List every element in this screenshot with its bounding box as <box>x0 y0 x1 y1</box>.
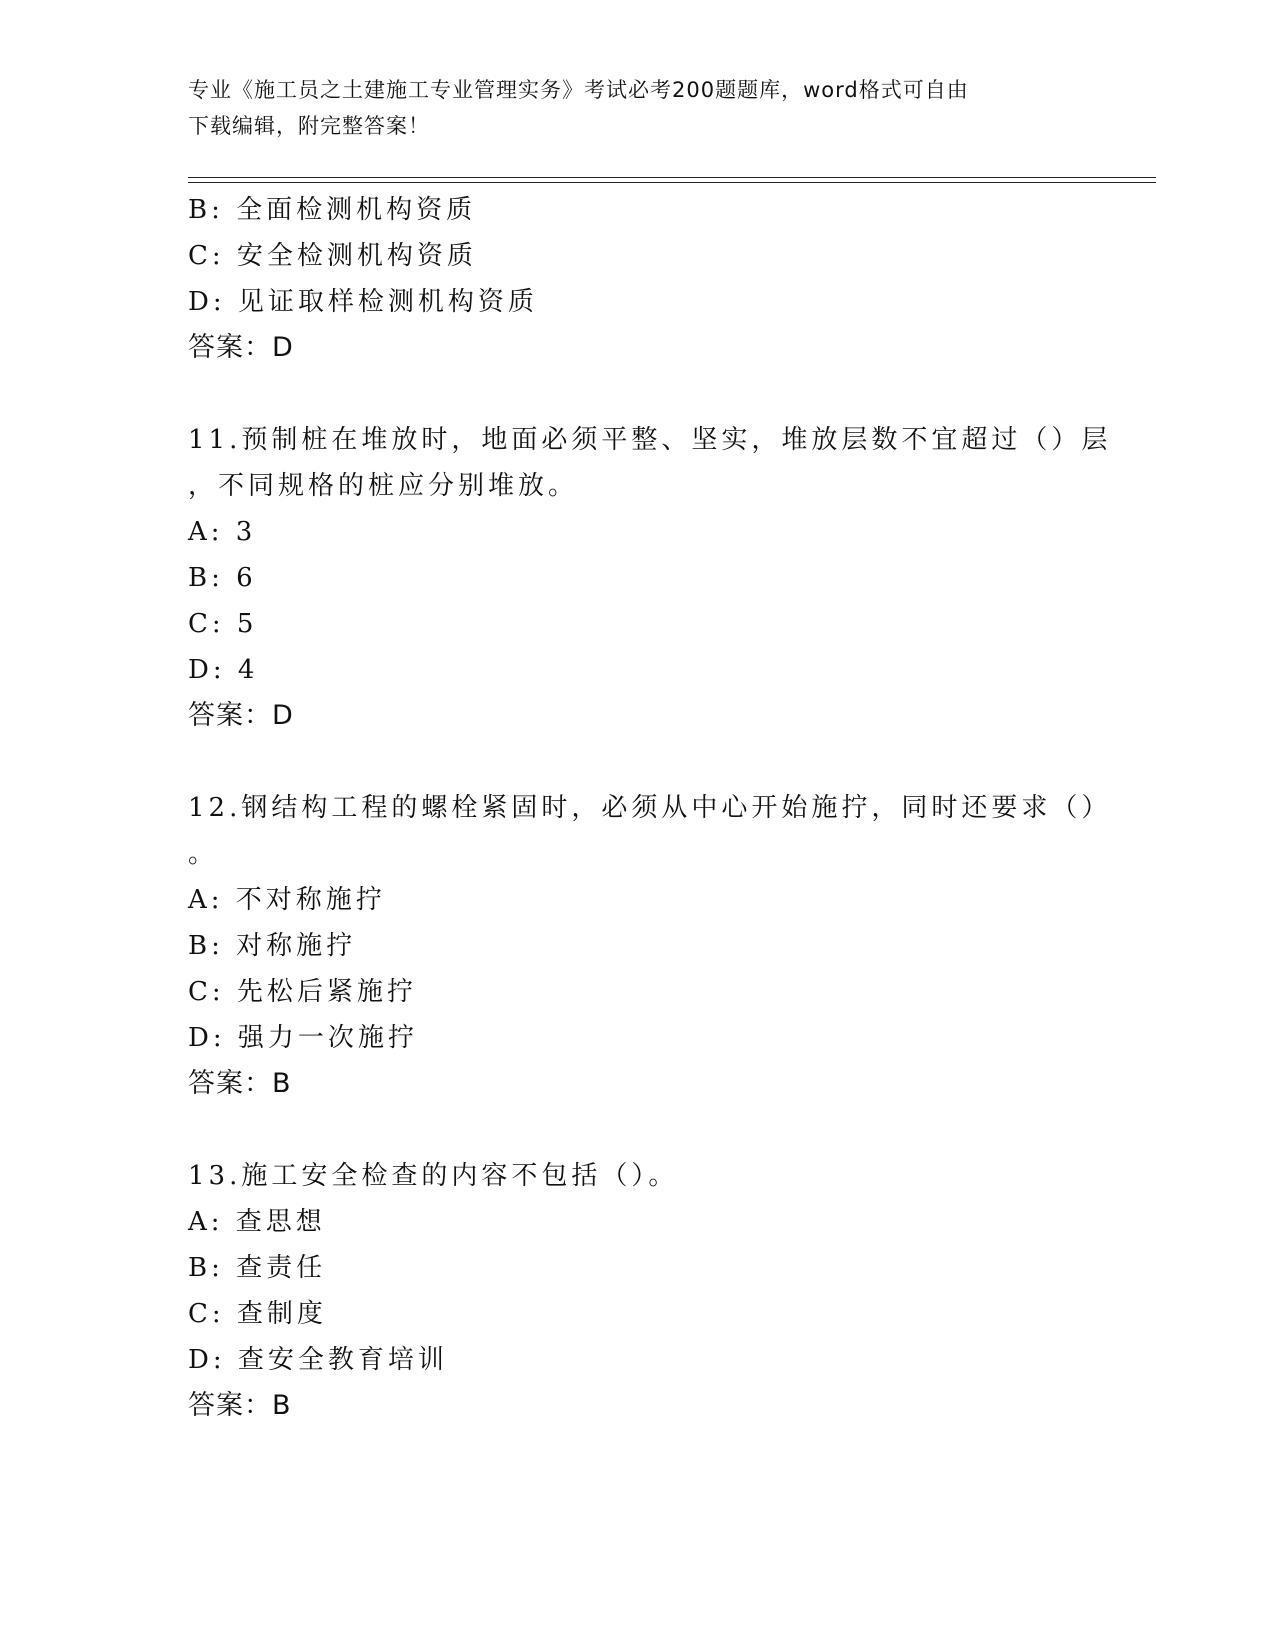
document-header <box>188 72 1068 144</box>
option-a: A: 查思想 <box>188 1207 326 1237</box>
header-rule-top <box>188 177 1156 178</box>
question-13 <box>188 1153 1088 1429</box>
question-stem-line: ，不同规格的桩应分别堆放。 <box>188 471 579 501</box>
answer-line: 答案：D <box>188 332 294 363</box>
option-b: B: 6 <box>188 563 257 593</box>
answer-line: 答案：B <box>188 1068 292 1099</box>
option-d: D: 查安全教育培训 <box>188 1345 448 1375</box>
option-c: C: 安全检测机构资质 <box>188 241 477 271</box>
question-stem-line: 12.钢结构工程的螺栓紧固时，必须从中心开始施拧，同时还要求（） <box>188 793 1112 823</box>
option-b: B: 全面检测机构资质 <box>188 195 477 225</box>
question-stem-line: 13.施工安全检查的内容不包括（）。 <box>188 1161 679 1191</box>
option-a: A: 不对称施拧 <box>188 885 386 915</box>
previous-question-tail <box>188 187 1088 371</box>
option-b: B: 对称施拧 <box>188 931 357 961</box>
question-stem-line: 11.预制桩在堆放时，地面必须平整、坚实，堆放层数不宜超过（）层 <box>188 425 1112 455</box>
option-c: C: 先松后紧施拧 <box>188 977 417 1007</box>
option-d: D: 见证取样检测机构资质 <box>188 287 538 317</box>
document-body <box>188 187 1112 1429</box>
option-a: A: 3 <box>188 517 257 547</box>
option-d: D: 强力一次施拧 <box>188 1023 418 1053</box>
answer-line: 答案：D <box>188 700 294 731</box>
option-d: D: 4 <box>188 655 259 685</box>
question-stem-line: 。 <box>188 839 219 869</box>
option-c: C: 5 <box>188 609 258 639</box>
header-line-2: 下载编辑，附完整答案！ <box>188 114 430 138</box>
question-12 <box>188 785 1112 1107</box>
header-rule-bottom <box>188 182 1156 183</box>
header-line-1: 专业《施工员之土建施工专业管理实务》考试必考200题题库，word格式可自由 <box>188 78 969 102</box>
option-b: B: 查责任 <box>188 1253 327 1283</box>
option-c: C: 查制度 <box>188 1299 327 1329</box>
question-11 <box>188 417 1112 739</box>
answer-line: 答案：B <box>188 1390 292 1421</box>
